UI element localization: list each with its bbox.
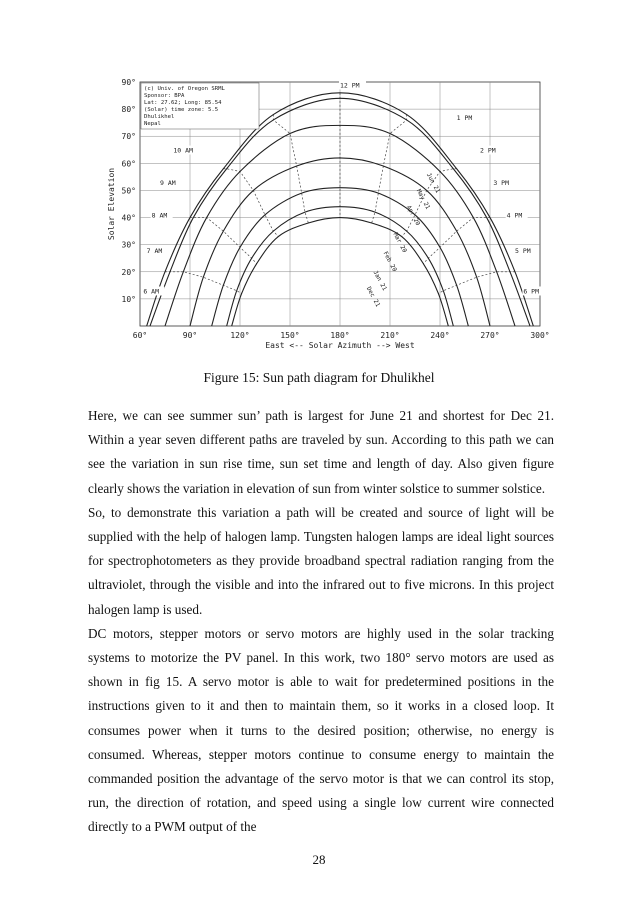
hour-label: 4 PM [506, 211, 523, 220]
hour-label: 5 PM [515, 246, 531, 255]
paragraph-2: So, to demonstrate this variation a path will be created and source of light will be supplied with the help of halogen lamp. Tungsten halogen lamps are ideal light sources for spectrophotometers as they provide broadband spectral radiation ranging from the ultraviolet, through the visible and into the infrared out to five microns. In this project halogen lamp is used. [88, 504, 554, 617]
date-path-label: Feb 20 [381, 250, 398, 273]
y-tick-label: 70° [121, 132, 136, 142]
x-tick-label: 240° [430, 331, 450, 340]
y-tick-label: 50° [121, 186, 136, 196]
x-tick-label: 210° [380, 331, 400, 340]
date-path-label: Apr 20 [404, 204, 422, 227]
info-box-line: Lat: 27.62; Long: 85.54 [144, 100, 222, 106]
hour-line [190, 218, 257, 264]
sun-path-diagram [100, 70, 560, 350]
x-axis-label: East <-- Solar Azimuth --> West [265, 341, 415, 350]
x-tick-label: 60° [132, 331, 148, 340]
hour-line [423, 218, 490, 264]
date-path-label: Jan 21 [371, 269, 388, 292]
y-axis-label: Solar Elevation [107, 167, 116, 241]
y-tick-label: 40° [121, 213, 136, 223]
hour-label: 7 AM [146, 246, 163, 255]
hour-label: 6 AM [143, 287, 159, 296]
y-tick-label: 90° [121, 78, 136, 87]
y-tick-label: 10° [121, 294, 136, 304]
hour-label: 8 AM [151, 211, 168, 220]
info-box-line: (Solar) time zone: 5.5 [144, 107, 219, 113]
figure-caption: Figure 15: Sun path diagram for Dhulikhel [203, 370, 435, 385]
hour-label: 9 AM [160, 179, 176, 188]
hour-label: 6 PM [523, 287, 539, 296]
paragraph-3: DC motors, stepper motors or servo motors are highly used in the solar tracking systems to motorize the PV panel. In this work, two 180° servo motors are used as shown in fig 15. A servo motor is able to wait for predetermined positions in the instructions given to it and then to maintain them, so it works in a closed loop. It consumes power when it turns to the desired position; otherwise, no energy is consumed. Whereas, stepper motors continue to consume energy to maintain the commanded position the advantage of the servo motor is that we can control its stop, run, the direction of rotation, and speed using a single low current wire connected directly to a PWM output of the [88, 625, 554, 835]
hour-label: 12 PM [340, 81, 360, 90]
paragraph-1: Here, we can see summer sun’ path is largest for June 21 and shortest for Dec 21. Within a year seven different paths are traveled by sun. According to this path we can see the variation in sun rise time, sun set time and length of day. Also given figure clearly shows the variation in elevation of sun from winter solstice to summer solstice. [88, 408, 554, 496]
date-path-label: Mar 20 [391, 231, 408, 254]
y-tick-label: 20° [121, 267, 136, 277]
x-tick-label: 120° [230, 331, 250, 340]
x-tick-label: 300° [530, 331, 550, 340]
body-text [88, 404, 554, 840]
hour-label: 2 PM [480, 146, 496, 155]
date-path-label: Dec 21 [364, 285, 382, 309]
y-tick-label: 60° [121, 159, 136, 169]
info-box-line: Dhulikhel [144, 114, 175, 120]
page-number: 28 [312, 852, 326, 867]
chart-text-layer [107, 78, 550, 350]
x-tick-label: 150° [280, 331, 300, 340]
x-tick-label: 270° [480, 331, 500, 340]
hour-label: 10 AM [173, 146, 193, 155]
info-box-line: Nepal [144, 121, 161, 127]
hour-label: 1 PM [456, 113, 473, 122]
y-tick-label: 30° [121, 240, 136, 250]
date-path-label: May 21 [414, 188, 432, 211]
info-box-line: Sponsor: BPA [144, 93, 185, 99]
x-tick-label: 180° [330, 331, 350, 340]
date-path-label: Jun 21 [424, 171, 442, 195]
hour-label: 3 PM [493, 179, 509, 188]
x-tick-label: 90° [182, 331, 198, 340]
y-tick-label: 80° [121, 105, 136, 115]
info-box-line: (c) Univ. of Oregon SRML [144, 86, 225, 92]
